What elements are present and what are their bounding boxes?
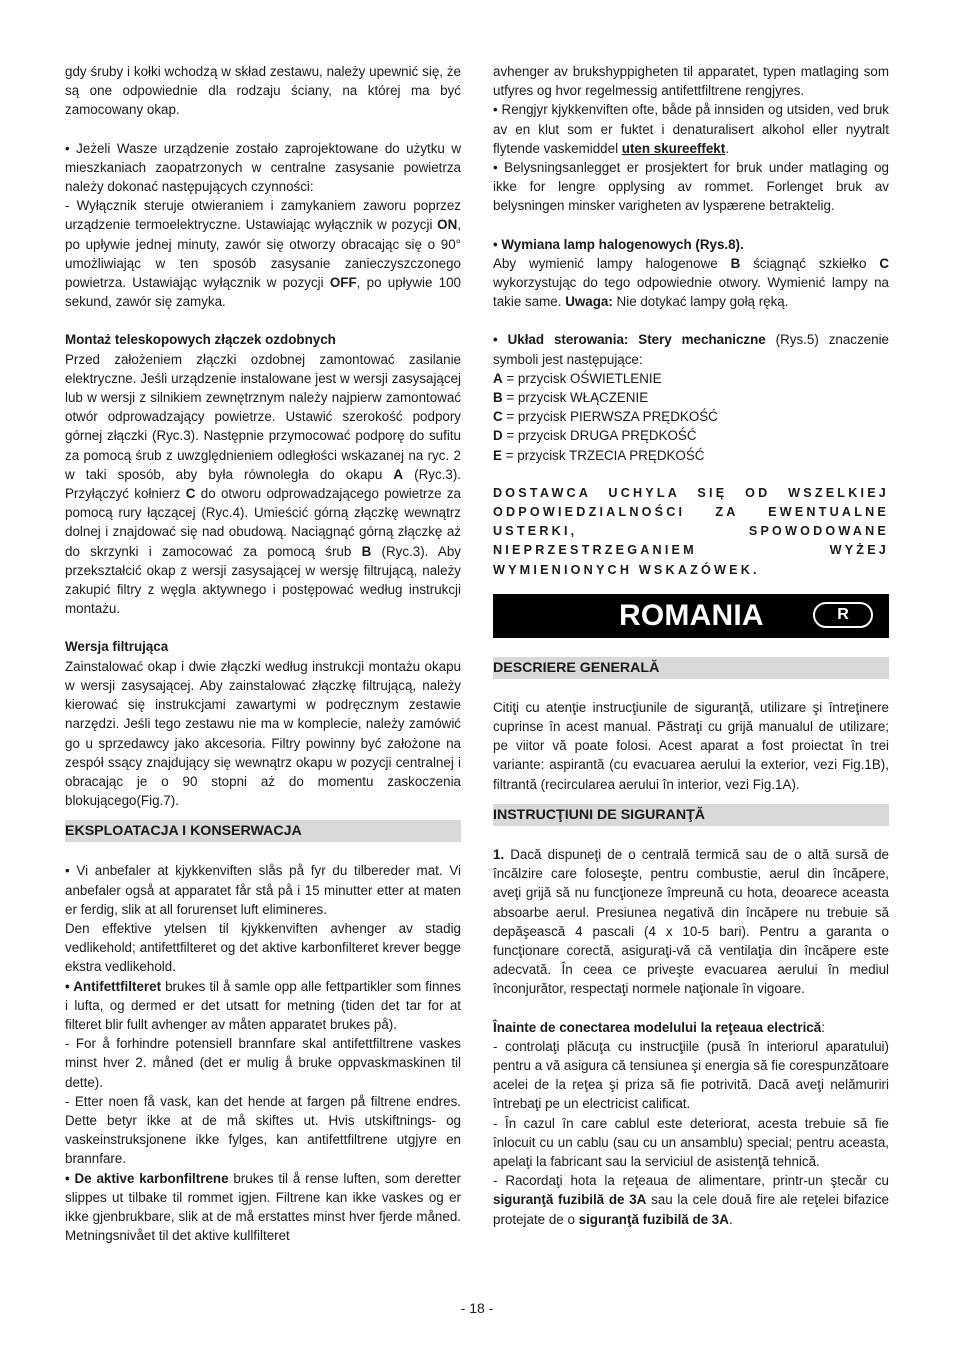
control-legend-list [493,369,889,465]
paragraph: Citiţi cu atenţie instrucţiunile de siguranţă, utilizare şi întreţinere cuprinse în acest manual. Păstraţi cu grijă manualul de utilizare; pe viitor vă poate folosi. Acest aparat a fost proiectat în trei variante: aspirantă (cu evacuarea aerului la exterior, vezi Fig.1B), filtrantă (recircularea aerului în interior, vezi Fig.1A). [493,699,889,792]
page-number: - 18 - [460,1300,494,1316]
subheading-montaz: Montaż teleskopowych złączek ozdobnych [65,332,336,348]
disclaimer: DOSTAWCA UCHYLA SIĘ OD WSZELKIEJ ODPOWIEDZIALNOŚCI ZA EWENTUALNE USTERKI, SPOWODOWANE NIEPRZESTRZEGANIEM WYŻEJ WYMIENIONYCH WSKAZÓWEK. [493,485,889,577]
paragraph: • Rengjyr kjykkenviften ofte, både på innsiden og utsiden, ved bruk av en klut som er fuktet i denaturalisert alkohol eller nyytralt flytende vaskemiddel uten skureeffekt. [493,102,889,156]
paragraph: 1. Dacă dispuneţi de o centrală termică sau de o altă sursă de încălzire care foloseşte, pentru combustie, aerul din încăpere, aveţi grijă să nu funcţioneze împreună cu hota, deoarece aceasta absoarbe aerul. Presiunea negativă din încăpere nu trebuie să depăşească 4 pascali (4 x 10-5 bari). Pentru a garanta o funcţionare corectă, asiguraţi-vă că ventilaţia din încăpere este adecvată. În ceea ce priveşte evacuarea aerului în mediul înconjurător, respectaţi normele naţionale în vigoare. [493,846,889,997]
paragraph: Den effektive ytelsen til kjykkenviften avhenger av stadig vedlikehold; antifettfilteret og det aktive karbonfilteret krever begge ekstra vedlikehold. [65,920,461,975]
subheading-wersja: Wersja filtrująca [65,639,169,655]
paragraph: - Etter noen få vask, kan det hende at fargen på filtrene endres. Dette betyr ikke at de må skiftes ut. Hvis utskiftnings- og vaskeinstruksjonene ikke fylges, kan antifettfiltrene utgjyre en brannfare. [65,1093,461,1167]
paragraph: - În cazul în care cablul este deteriorat, acesta trebuie să fie înlocuit cu un cablu (sau cu un ansamblu) special; pentru aceasta, apelaţi la fabricant sau la serviciul de asistenţă tehnică. [493,1115,889,1169]
paragraph: • Układ sterowania: Stery mechaniczne (Rys.5) znaczenie symboli jest następujące: [493,332,889,367]
paragraph: avhenger av brukshyppigheten til apparatet, typen matlaging som utfyres og hvor regelmessig antifettfiltrene rengjyres. [493,64,889,99]
subheading-conectare: Înainte de conectarea modelului la reţeaua electrică: [493,1019,825,1035]
paragraph: - Wyłącznik steruje otwieraniem i zamykaniem zaworu poprzez urządzenie termoelektryczne. Ustawiając wyłącznik w pozycji ON, po upływie jednej minuty, zawór się otworzy obracając się o 90° umożliwiając w ten sposób zasysanie zanieczyszczonego powietrza. Ustawiając wyłącznik w pozycji OFF, po upływie 100 sekund, zawór się zamyka. [65,198,461,310]
subheading-lamp: • Wymiana lamp halogenowych (Rys.8). [493,236,744,252]
paragraph: - Racordaţi hota la reţeaua de alimentare, printr-un ştecăr cu siguranţă fuzibilă de 3A sau la cele două fire ale reţelei bifazice protejate de o siguranţă fuzibilă de 3A. [493,1173,889,1227]
country-badge: R [813,602,873,628]
paragraph: • Belysningsanlegget er prosjektert for bruk under matlaging og ikke for lengre opplysing av rommet. Forlenget bruk av belysningen minsker varigheten av lyspærene betraktelig. [493,160,889,214]
paragraph: Zainstalować okap i dwie złączki według instrukcji montażu okapu w wersji zasysającej. Aby zainstalować złączkę filtrującą, należy kierować się instrukcjami zawartymi w podręcznym zestawie narzędzi. Jeśli tego zestawu nie ma w komplecie, należy zamówić go u sprzedawcy jako akcesoria. Filtry powinny być założone na zespół ssący znajdujący się wewnątrz okapu w pozycji centralnej i obracając je o 90 stopni aż do momentu zaskoczenia blokującego(Fig.7). [65,658,461,809]
paragraph: Przed założeniem złączki ozdobnej zamontować zasilanie elektryczne. Jeśli urządzenie instalowane jest w wersji zasysającej lub w wersji z silnikiem zewnętrznym należy najpierw zamontować otwór odprowadzający powietrze. Ustawić szerokość podpory górnej złączki (Ryc.3). Następnie przymocować podporę do sufitu za pomocą śrub z uwzględnieniem odległości wskazanej na ryc. 2 w taki sposób, aby była równoległa do okapu A (Ryc.3). Przyłączyć kołnierz C do otworu odprowadzającego powietrze za pomocą rury łączącej (Ryc.4). Umieścić górną złączkę wewnątrz dolnej i znajdować się nad obudową. Naciągnąć górną złączkę aż do skrzynki i zamocować za pomocą śrub B (Ryc.3). Aby przekształcić okap z wersji zasysającej w wersję filtrującą, należy zakupić filtry z węgla aktywnego i postępować według instrukcji montażu. [65,351,461,617]
list-item: A = przycisk OŚWIETLENIE [493,370,662,386]
paragraph: • Antifettfilteret brukes til å samle opp alle fettpartikler som finnes i lufta, og dermed er det utsatt for metning (tiden det tar for at filteret blir fullt avhenger av måten apparatet brukes på). [65,978,461,1032]
list-item: C = przycisk PIERWSZA PRĘDKOŚĆ [493,409,718,425]
paragraph: - For å forhindre potensiell brannfare skal antifettfiltrene vaskes minst hver 2. måned (det er mulig å bruke oppvaskmaskinen til dette). [65,1036,461,1090]
list-item: D = przycisk DRUGA PRĘDKOŚĆ [493,428,697,444]
paragraph: Aby wymienić lampy halogenowe B ściągnąć szkiełko C wykorzystując do tego odpowiednie otwory. Wymienić lampy na takie same. Uwaga: Nie dotykać lampy gołą ręką. [493,255,889,310]
paragraph: • Jeżeli Wasze urządzenie zostało zaprojektowane do użytku w mieszkaniach zaopatrzonych w centralne zasysanie powietrza należy dokonać następujących czynności: [65,140,461,195]
right-column [493,62,889,1229]
language-banner [493,594,889,638]
paragraph: gdy śruby i kołki wchodzą w skład zestawu, należy upewnić się, że są one odpowiednie dla rodzaju ściany, na której ma być zamocowany okap. [65,64,461,118]
list-item: E = przycisk TRZECIA PRĘDKOŚĆ [493,447,705,463]
paragraph: • Vi anbefaler at kjykkenviften slås på fyr du tilbereder mat. Vi anbefaler også at apparatet får stå på i 15 minutter etter at maten er ferdig, slik at all forurenset luft elimineres. [65,863,461,917]
paragraph: - controlaţi plăcuţa cu instrucţiile (pusă în interiorul aparatului) pentru a vă asigura că tensiunea şi energia să fie corespunzătoare acelei de la reţea şi priza să fie potrivită. Dacă aveţi nelămuriri întrebaţi pe un electricist calificat. [493,1038,889,1112]
section-header-descriere: DESCRIERE GENERALĂ [493,657,889,679]
section-header-instructiuni: INSTRUCŢIUNI DE SIGURANŢĂ [493,804,889,826]
list-item: B = przycisk WŁĄCZENIE [493,390,649,406]
section-header-eksploatacja: EKSPLOATACJA I KONSERWACJA [65,820,461,842]
paragraph: • De aktive karbonfiltrene brukes til å rense luften, som deretter slippes ut tilbake til rommet igjen. Filtrene kan ikke vaskes og er ikke gjenbrukbare, slik at de må erstattes minst hver fjerde måned. Metningsnivået til det aktive kullfilteret [65,1170,461,1244]
banner-title: ROMANIA [619,598,764,632]
left-column [65,62,461,1245]
